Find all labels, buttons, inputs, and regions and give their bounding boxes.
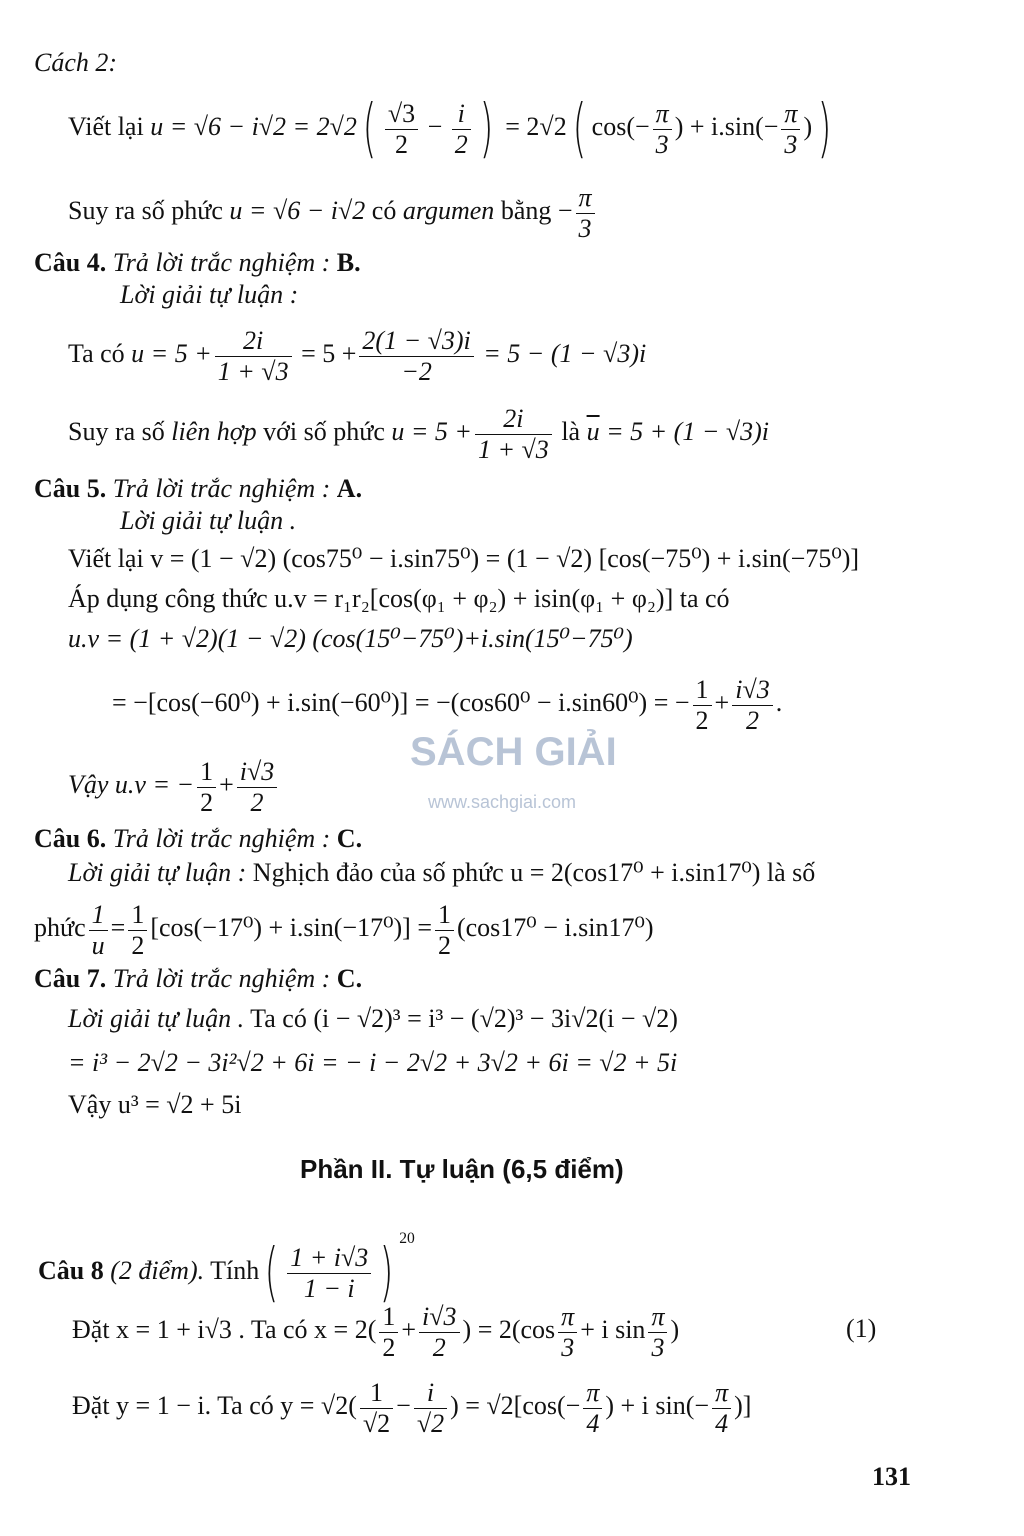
cach2-line2: Suy ra số phức u = √6 − i√2 có argumen bằng − $\frac{\pi}{3}$ — [68, 176, 598, 246]
cau7-line3: Vậy u³ = √2 + 5i — [68, 1090, 242, 1119]
cau7-line1: Lời giải tự luận . Ta có (i − √2)³ = i³ − (√2)³ − 3i√2(i − √2) — [68, 1004, 678, 1033]
cau5-line5: Vậy u.v = − $\frac{1}{2}$ + $\frac{i√3}{2}$ — [68, 750, 280, 820]
cau6-header: Câu 6. Trả lời trắc nghiệm : C. — [34, 824, 363, 853]
page-number: 131 — [872, 1462, 911, 1491]
cau4-solution-label: Lời giải tự luận : — [120, 280, 299, 309]
watermark-url: www.sachgiai.com — [428, 792, 577, 812]
cau5-solution-label: Lời giải tự luận . — [120, 506, 297, 535]
cach2-label: Cách 2: — [34, 48, 118, 77]
cau8-dat-y: Đặt y = 1 − i. Ta có y = √2( $\frac{1}{√2}$ − $\frac{i}{√2}$ ) = √2[cos(− $\frac{\pi}{4}$ ) + i sin(− $\frac{\pi}{4}$ )] — [72, 1377, 752, 1438]
cau4-line1: Ta có u = 5 + $\frac{2i}{1 + √3}$ = 5 + $\frac{2(1 - √3)i}{-2}$ = 5 − (1 − √3)i — [68, 325, 647, 386]
part2-heading: Phần II. Tự luận (6,5 điểm) — [300, 1154, 624, 1184]
cau6-line1: Lời giải tự luận : Nghịch đảo của số phức u = 2(cos17⁰ + i.sin17⁰) là số — [68, 858, 816, 887]
cau7-line2: = i³ − 2√2 − 3i²√2 + 6i = − i − 2√2 + 3√2 + 6i = √2 + 5i — [68, 1048, 678, 1077]
cau5-line3: u.v = (1 + √2)(1 − √2) (cos(15⁰−75⁰)+i.sin(15⁰−75⁰) — [68, 624, 633, 653]
cau8-line1: Câu 8 (2 điểm). Tính( $\frac{1 + i√3}{1 - i}$ ) $^{20}$ — [38, 1230, 415, 1311]
cau5-line4: = −[cos(−60⁰) + i.sin(−60⁰)] = −(cos60⁰ − i.sin60⁰) = − $\frac{1}{2}$ + $\frac{i√3}{2}$ . — [112, 674, 783, 735]
cau5-header: Câu 5. Trả lời trắc nghiệm : A. — [34, 474, 363, 503]
cau5-line1: Viết lại v = (1 − √2) (cos75⁰ − i.sin75⁰) = (1 − √2) [cos(−75⁰) + i.sin(−75⁰)] — [68, 544, 860, 573]
cau4-line2: Suy ra số liên hợp với số phức u = 5 + $\frac{2i}{1 + √3}$ là $\overline{u} = 5 + (1 - √3)i$ — [68, 403, 770, 464]
watermark-logo: SÁCH GIẢI — [410, 730, 617, 774]
cau8-dat-x: Đặt x = 1 + i√3 . Ta có x = 2( $\frac{1}{2}$ + $\frac{i√3}{2}$ ) = 2(cos $\frac{\pi}{3}$ + i sin $\frac{\pi}{3}$ ) — [72, 1301, 680, 1362]
cau4-header: Câu 4. Trả lời trắc nghiệm : B. — [34, 248, 361, 277]
cau5-line2: Áp dụng công thức u.v = r₁r₂[cos(φ₁ + φ₂) + isin(φ₁ + φ₂)] ta có — [68, 584, 730, 613]
equation-tag-1: (1) — [846, 1314, 877, 1343]
cau7-header: Câu 7. Trả lời trắc nghiệm : C. — [34, 964, 363, 993]
cach2-line1: Viết lại u = √6 − i√2 = 2√2( $\frac{√3}{2}$ − $\frac{i}{2}$ ) = 2√2( cos(− $\frac{\pi}{3}$ ) + i.sin(− $\frac{\pi}{3}$ )) — [68, 92, 832, 167]
cau6-line2: phức $\frac{1}{u}$ = $\frac{1}{2}$ [cos(−17⁰) + i.sin(−17⁰)] = $\frac{1}{2}$ (cos17⁰ − i.sin17⁰) — [34, 899, 654, 960]
